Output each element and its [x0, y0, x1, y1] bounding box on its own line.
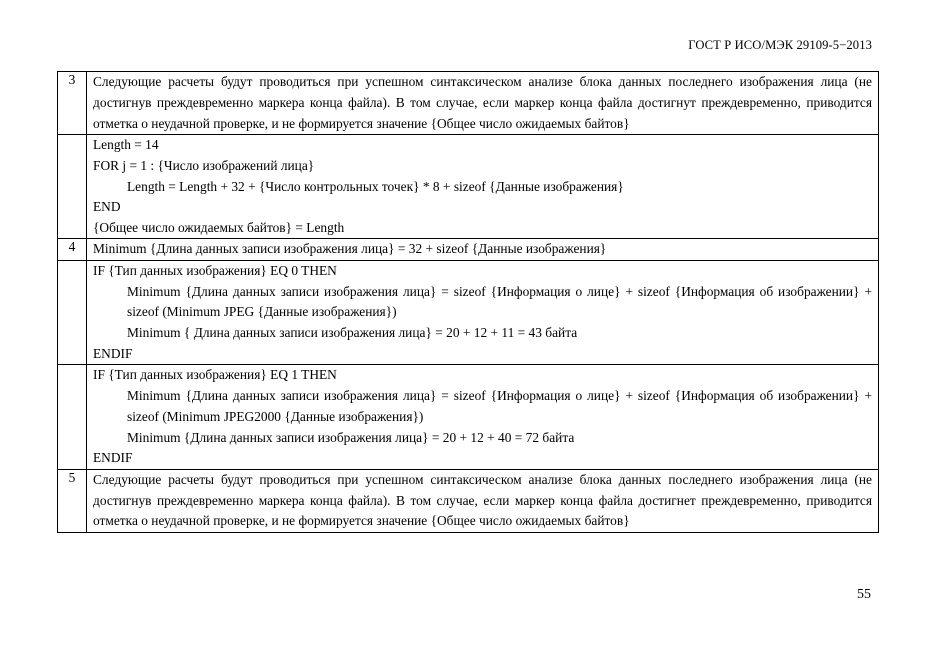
code-line: FOR j = 1 : {Число изображений лица} — [93, 157, 315, 173]
formula-line: Minimum {Длина данных записи изображения лица} = 32 + sizeof {Данные изображения} — [93, 241, 607, 257]
code-line: IF {Тип данных изображения} EQ 1 THEN — [93, 367, 337, 383]
code-line: ENDIF — [93, 345, 133, 361]
code-block — [87, 365, 879, 469]
code-line: ENDIF — [93, 450, 133, 466]
row-description — [87, 72, 879, 135]
validation-table — [57, 71, 879, 533]
code-line: Minimum {Длина данных записи изображения лица} = sizeof {Информация о лице} + sizeof {Информация об изображении} + sizeof (Minimum JPEG2000 {Данные изображения}) — [127, 387, 872, 424]
row-number — [58, 365, 87, 469]
table-row — [58, 239, 879, 261]
row-number — [58, 135, 87, 239]
code-block — [87, 135, 879, 239]
document-header: ГОСТ Р ИСО/МЭК 29109-5−2013 — [688, 38, 872, 52]
code-line: Minimum { Длина данных записи изображения лица} = 20 + 12 + 11 = 43 байта — [127, 325, 578, 341]
code-line: END — [93, 199, 121, 215]
table-row — [58, 365, 879, 469]
code-line: {Общее число ожидаемых байтов} = Length — [93, 219, 345, 235]
row-number: 4 — [58, 239, 87, 261]
code-line: Minimum {Длина данных записи изображения лица} = 20 + 12 + 40 = 72 байта — [127, 429, 575, 445]
row-description — [87, 469, 879, 532]
row-description — [87, 239, 879, 261]
code-line: Minimum {Длина данных записи изображения лица} = sizeof {Информация о лице} + sizeof {Информация об изображении} + sizeof (Minimum JPEG {Данные изображения}) — [127, 283, 872, 320]
row-number: 3 — [58, 72, 87, 135]
row-number: 5 — [58, 469, 87, 532]
table-row — [58, 72, 879, 135]
row-number — [58, 260, 87, 364]
table-row — [58, 260, 879, 364]
paragraph: Следующие расчеты будут проводиться при успешном синтаксическом анализе блока данных последнего изображения лица (не достигнув преждевременно маркера конца файла). В том случае, если маркер конца файла достигнут преждевременно, приводится отметка о неудачной проверке, и не формируется значение {Общее число ожидаемых байтов} — [93, 74, 872, 131]
code-line: IF {Тип данных изображения} EQ 0 THEN — [93, 262, 337, 278]
table-row — [58, 135, 879, 239]
table-row — [58, 469, 879, 532]
page-number: 55 — [857, 587, 871, 602]
code-line: Length = 14 — [93, 137, 159, 153]
code-block — [87, 260, 879, 364]
code-line: Length = Length + 32 + {Число контрольных точек} * 8 + sizeof {Данные изображения} — [127, 178, 624, 194]
paragraph: Следующие расчеты будут проводиться при успешном синтаксическом анализе блока данных последнего изображения лица (не достигнув преждевременно маркера конца файла). В том случае, если маркер конца файла достигнет преждевременно, приводится отметка о неудачной проверке, и не формируется значение {Общее число ожидаемых байтов} — [93, 471, 872, 529]
